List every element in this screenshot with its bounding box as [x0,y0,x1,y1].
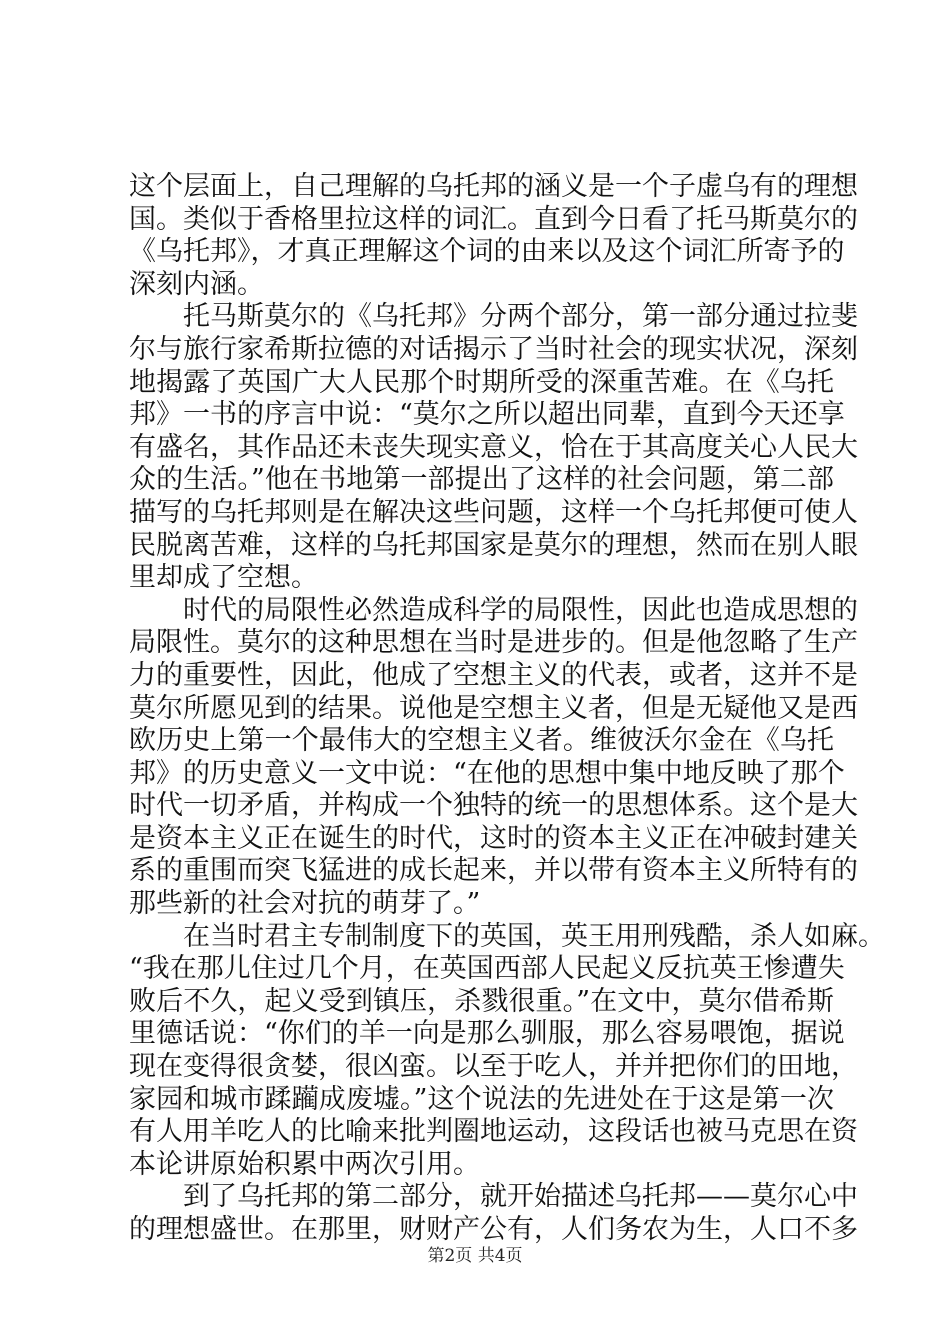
text-line: 现在变得很贪婪，很凶蛮。以至于吃人，并并把你们的田地， [129,1051,858,1083]
text-line: 力的重要性，因此，他成了空想主义的代表，或者，这并不是 [129,659,858,691]
text-line: 本论讲原始积累中两次引用。 [129,1148,480,1180]
text-line: 地揭露了英国广大人民那个时期所受的深重苦难。在《乌托 [129,366,834,398]
text-line: 邦》一书的序言中说：“莫尔之所以超出同辈，直到今天还享 [129,399,845,431]
text-line: 是资本主义正在诞生的时代，这时的资本主义正在冲破封建关 [129,822,858,854]
text-line: 莫尔所愿见到的结果。说他是空想主义者，但是无疑他又是西 [129,692,858,724]
body-text [129,171,885,1247]
text-line: 《乌托邦》，才真正理解这个词的由来以及这个词汇所寄予的 [129,236,845,268]
text-line: 家园和城市蹂躏成废墟。”这个说法的先进处在于这是第一次 [129,1083,834,1115]
text-line: 有盛名，其作品还未丧失现实意义，恰在于其高度关心人民大 [129,431,858,463]
text-line: 托马斯莫尔的《乌托邦》分两个部分，第一部分通过拉斐 [183,301,858,333]
text-line: 众的生活。”他在书地第一部提出了这样的社会问题，第二部 [129,464,834,496]
text-line: 深刻内涵。 [129,268,264,300]
text-line: 邦》的历史意义一文中说：“在他的思想中集中地反映了那个 [129,757,845,789]
page-footer: 第2页 共4页 [427,1246,523,1266]
text-line: 民脱离苦难，这样的乌托邦国家是莫尔的理想，然而在别人眼 [129,529,858,561]
text-line: 描写的乌托邦则是在解决这些问题，这样一个乌托邦便可使人 [129,496,858,528]
text-line: 败后不久，起义受到镇压，杀戮很重。”在文中，莫尔借希斯 [129,985,834,1017]
text-line: 国。类似于香格里拉这样的词汇。直到今日看了托马斯莫尔的 [129,203,858,235]
text-line: 有人用羊吃人的比喻来批判圈地运动，这段话也被马克思在资 [129,1116,858,1148]
text-line: 里德话说：“你们的羊一向是那么驯服，那么容易喂饱，据说 [129,1018,845,1050]
text-line: 尔与旅行家希斯拉德的对话揭示了当时社会的现实状况，深刻 [129,333,858,365]
text-line: 时代一切矛盾，并构成一个独特的统一的思想体系。这个是大 [129,790,858,822]
text-line: 那些新的社会对抗的萌芽了。” [129,888,481,920]
text-line: “我在那儿住过几个月，在英国西部人民起义反抗英王惨遭失 [129,953,845,985]
text-line: 这个层面上，自己理解的乌托邦的涵义是一个子虚乌有的理想 [129,171,858,202]
text-line: 的理想盛世。在那里，财财产公有，人们务农为生，人口不多 [129,1214,858,1245]
text-line: 欧历史上第一个最伟大的空想主义者。维彼沃尔金在《乌托 [129,725,834,757]
text-line: 局限性。莫尔的这种思想在当时是进步的。但是他忽略了生产 [129,627,858,659]
text-line: 系的重围而突飞猛进的成长起来，并以带有资本主义所特有的 [129,855,858,887]
text-line: 在当时君主专制制度下的英国，英王用刑残酷，杀人如麻。 [183,920,885,952]
text-line: 时代的局限性必然造成科学的局限性，因此也造成思想的 [183,594,858,626]
text-line: 里却成了空想。 [129,562,318,594]
text-line: 到了乌托邦的第二部分，就开始描述乌托邦——莫尔心中 [183,1181,858,1213]
